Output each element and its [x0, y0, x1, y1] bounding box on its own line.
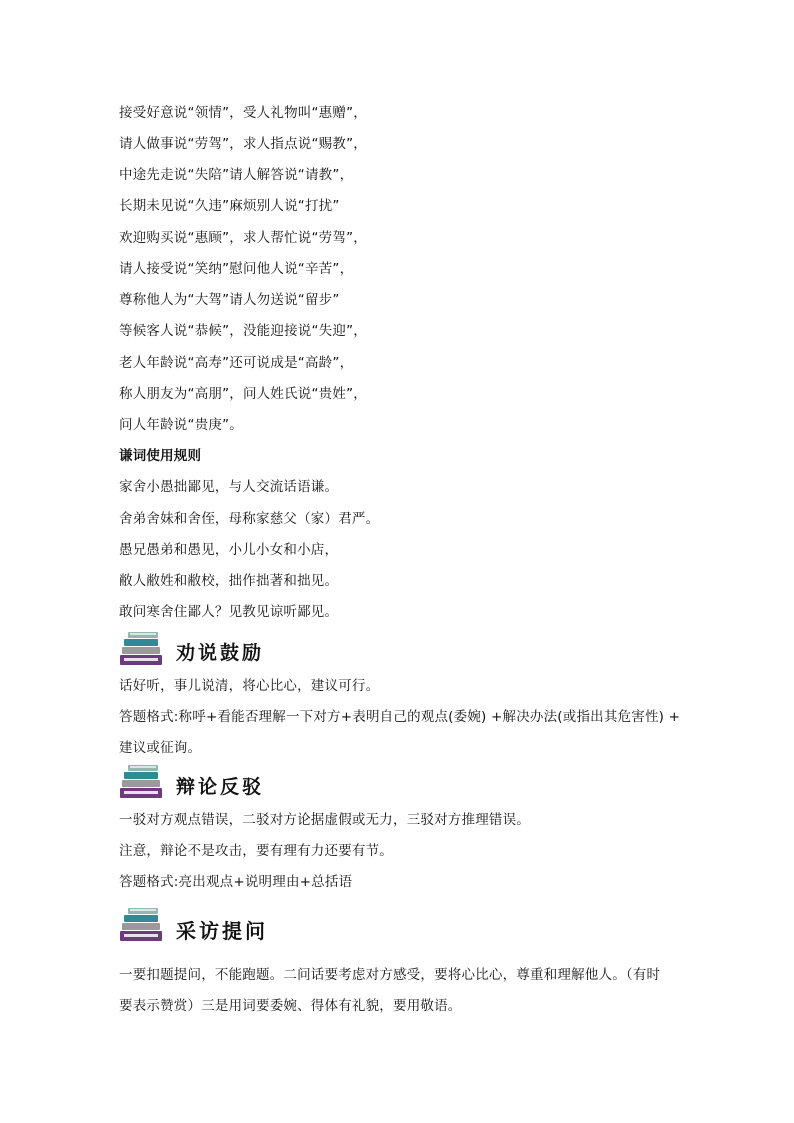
section-title: 采访提问 — [176, 919, 268, 943]
humble-line: 敝人敝姓和敝校，拙作拙著和拙见。 — [119, 573, 339, 589]
polite-line: 欢迎购买说“惠顾”，求人帮忙说“劳驾”， — [119, 230, 367, 246]
section-line: 答题格式:亮出观点+说明理由+总括语 — [119, 874, 353, 890]
section-title: 劝说鼓励 — [176, 642, 265, 664]
section-line: 注意，辩论不是攻击，要有理有力还要有节。 — [119, 843, 393, 859]
polite-line: 称人朋友为“高朋”，问人姓氏说“贵姓”， — [119, 386, 367, 402]
section-line: 要表示赞赏）三是用词要委婉、得体有礼貌，要用敬语。 — [119, 998, 462, 1014]
section-title: 辩论反驳 — [176, 776, 265, 798]
books-icon — [120, 906, 168, 944]
polite-line: 请人接受说“笑纳”慰问他人说“辛苦”， — [119, 261, 354, 277]
polite-line: 尊称他人为“大驾”请人勿送说“留步” — [119, 292, 340, 308]
books-icon — [120, 630, 168, 668]
humble-heading: 谦词使用规则 — [119, 448, 202, 464]
polite-line: 问人年龄说“贵庚”。 — [119, 417, 243, 433]
polite-line: 请人做事说“劳驾”，求人指点说“赐教”， — [119, 136, 367, 152]
humble-line: 舍弟舍妹和舍侄，母称家慈父（家）君严。 — [119, 511, 380, 527]
section-line: 答题格式:称呼+看能否理解一下对方+表明自己的观点(委婉) +解决办法(或指出其危害性) + — [119, 709, 681, 725]
polite-line: 等候客人说“恭候”，没能迎接说“失迎”， — [119, 323, 367, 339]
polite-line: 中途先走说“失陪”请人解答说“请教”， — [119, 167, 354, 183]
section-line: 建议或征询。 — [119, 740, 202, 756]
section-line: 一要扣题提问，不能跑题。二问话要考虑对方感受，要将心比心，尊重和理解他人。（有时 — [119, 967, 661, 983]
section-line: 话好听，事儿说清，将心比心，建议可行。 — [119, 678, 380, 694]
humble-line: 愚兄愚弟和愚见，小儿小女和小店， — [119, 542, 339, 558]
humble-line: 敢问寒舍住鄙人？见教见谅听鄙见。 — [119, 604, 339, 620]
books-icon — [120, 763, 168, 801]
section-line: 一驳对方观点错误，二驳对方论据虚假或无力，三驳对方推理错误。 — [119, 812, 530, 828]
humble-line: 家舍小愚拙鄙见，与人交流话语谦。 — [119, 479, 339, 495]
polite-line: 长期未见说“久违”麻烦别人说“打扰” — [119, 198, 340, 214]
polite-line: 接受好意说“领情”，受人礼物叫“惠赠”， — [119, 105, 367, 121]
polite-line: 老人年龄说“高寿”还可说成是“高龄”， — [119, 355, 354, 371]
